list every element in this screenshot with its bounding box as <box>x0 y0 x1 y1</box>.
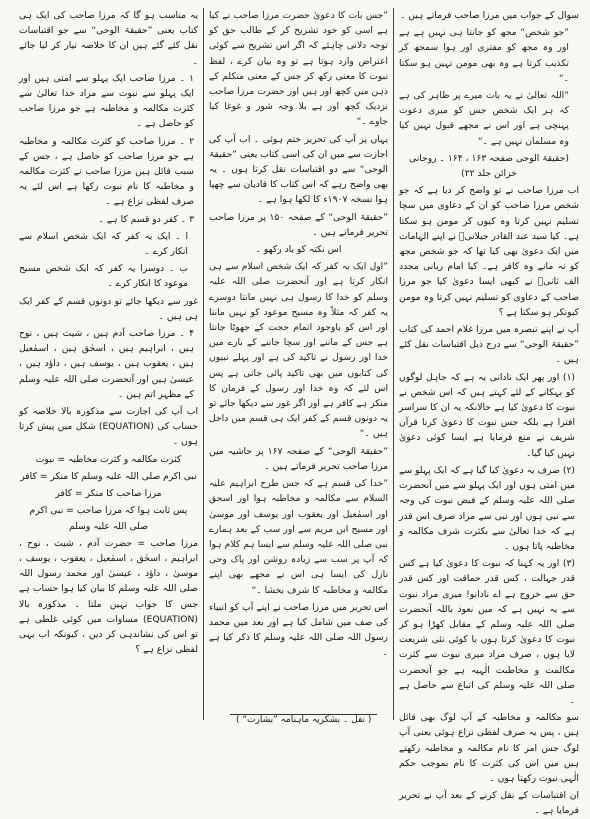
list-item: ۴ ۔ مرزا صاحب آدم ہیں ، شیث ہیں ، نوح ہیں ، ابراہیم ہیں ، اسحٰق ہیں ، اسمٰعیل ہیں ، یعقوب ہیں ، یوسف ہیں ، داؤد ہیں ، عیسیٰ ہیں اور آنحضرت صلی اللہ علیہ وسلم کے مظہر اتم ہیں ۔ <box>19 328 194 400</box>
sub-list-item: ب ۔ دوسرا یہ کفر کہ ایک شخص مسیح موعود کا انکار کرے ۔ <box>19 263 188 290</box>
paragraph: اب آپ کی اجازت سے مذکورہ بالا خلاصہ کو حساب کی (EQUATION) شکل میں پیش کرتا ہوں ۔ <box>19 406 199 448</box>
paragraph: غور سے دیکھا جائے تو دونوں قسم کے کفر ایک ہی ہیں ۔ <box>19 295 198 322</box>
paragraph: مرزا صاحب = حضرت آدم ، شیث ، نوح ، ابراہیم ، اسحٰق ، اسمٰعیل ، یعقوب ، یوسف ، موسیٰ ، داؤد ، عیسیٰ اور محمد رسول اللہ صلی اللہ علیہ وسلم کا بیان کیا ہوا حساب ہے جس کا جواب نہیں ملتا ۔ مذکورہ بالا (EQUATION) مساوات میں کوئی غلطی ہے تو اس کی نشاندہی کر دیں ، کیونکہ اب یہی لفظی نزاع ہے ؟ <box>19 537 198 656</box>
paragraph: اس تحریر میں مرزا صاحب نے اپنے آپ کو انبیاء کی صف میں شامل کیا ہے اور بعد میں محمد رسول اللہ صلی اللہ علیہ وسلم کا ذکر کیا ہے ۔ <box>209 601 388 659</box>
list-item: ۲ ۔ مرزا صاحب کو کثرت مکالمہ و مخاطبہ ہے جو مرزا صاحب کو حاصل ہے ، جس کے سبب قائل ہیں مرزا صاحب نے کثرت مکالمہ و مخاطبہ کا نام نبوت رکھا ہے اس لئے یہ صرف لفظی نزاع ہے ۔ <box>19 135 194 208</box>
equation-line: کثرت مکالمہ و کثرت مخاطبہ = نبوت <box>35 453 182 465</box>
column-left <box>14 8 204 720</box>
column-right <box>394 8 584 817</box>
paragraph: سو مکالمہ و مخاطبہ کے آپ لوگ بھی قائل ہیں ، پس یہ صرف لفظی نزاع ہوئی یعنی آپ لوگ جس امر کا نام مکالمہ و مخاطبہ رکھتے ہیں میں اس کی کثرت کا نام بموجب حکم الٰہی نبوت رکھتا ہوں ۔ <box>399 712 579 784</box>
quoted-paragraph: ”جس بات کا دعویٰ حضرت مرزا صاحب نے کیا ہے اسی کو خود تشریح کر کے طالب حق کو توجہ دلانی چاہئے کہ اگر اس تشریح سے کوئی اعتراض وارد ہوتا ہے تو وہ بیان کرے ، لفظ نبوت کا معنی رکھ کر جس کے معنی متکلم کے ذہن میں کچھ اور ہیں اور حضرت مرزا صاحب نزدیک کچھ اور ہے بلا وجہ شور و غوغا کیا جاوے ۔“ <box>209 10 388 128</box>
list-item: ۳ ۔ کفر دو قسم کا ہے ۔ <box>98 213 194 225</box>
paragraph: سوال کے جواب میں مرزا صاحب فرماتے ہیں ۔ <box>399 10 579 21</box>
quoted-paragraph: ”اول ایک یہ کفر کہ ایک شخص اسلام سے ہی انکار کرتا ہے اور آنحضرت صلی اللہ علیہ وسلم کو خدا کا رسول ہی نہیں مانتا دوسرے یہ کفر کہ مثلاً وہ مسیح موعود کو نہیں مانتا اور اس کو باوجود اتمام حجت کے جھوٹا جانتا ہے جس کے ماننے اور سچا جاننے کے بارے میں خدا اور رسول نے تاکید کی ہے اور پہلے نبیوں کی کتابوں میں بھی تاکید پائی جاتی ہے پس اس لئے کہ وہ خدا اور رسول کے فرمان کا منکر ہے کافر ہے اور اگر غور سے دیکھا جائے تو یہ دونوں قسم کے کفر ایک ہی قسم میں داخل ہیں ۔“ <box>209 261 388 440</box>
paragraph: یہ مناسب ہو گا کہ مرزا صاحب کی ایک ہی کتاب یعنی ”حقیقۃ الوحی“ سے جو اقتباسات نقل کئے گئے ہیں ان کا خلاصہ تیار کر لیا جائے ۔ <box>19 10 198 67</box>
quoted-paragraph: ”جو شخص“ مجھ کو جانتا ہی نہیں ہے ہے اور وہ مجھ کو مفتری اور ہوا سمجھ کر تکذیب کرتا ہے وہ بھی مومن نہیں ہو سکتا ۔“ <box>399 27 569 84</box>
quoted-paragraph: (۳) اور یہ کہنا کہ نبوت کا دعویٰ کیا ہے کس قدر جہالت ، کس قدر حماقت اور کس قدر حق سے خروج ہے اے نادانو! میری مراد نبوت سے یہ نہیں ہے کہ میں نعوذ باللہ آنحضرت صلی اللہ علیہ وسلم کے مقابل کھڑا ہو کر نبوت کا دعویٰ کرتا ہوں یا کوئی نئی شریعت لایا ہوں ، صرف مراد میری نبوت سے کثرت مکالمت و مخاطبت الٰہیہ ہے جو آنحضرت صلی اللہ علیہ وسلم کی اتباع سے حاصل ہے ۔ <box>399 558 575 706</box>
paragraph: آپ نے اپنے تبصرہ میں مرزا غلام احمد کی کتاب ”حقیقۃ الوحی“ سے درج ذیل اقتباسات نقل کئے ہیں ۔ <box>399 324 579 366</box>
list-item: ۱ ۔ مرزا صاحب ایک پہلو سے امتی ہیں اور ایک پہلو سے نبوت سے مراد خدا تعالیٰ سے کثرت مکالمہ و مخاطبہ ہے جو مرزا صاحب کو حاصل ہے ۔ <box>19 72 194 130</box>
column-middle <box>204 8 394 720</box>
paragraph: ان اقتباسات کے نقل کرنے کے بعد آپ نے تحریر فرمایا ہے ۔ <box>399 790 579 817</box>
quoted-paragraph: ”خدا کی قسم ہے کہ جس طرح ابراہیم علیہ السلام سے مکالمہ و مخاطبہ ہوا اور اسحق اور اسمٰعیل اور یعقوب اور یوسف اور موسیٰ اور مسیح ابن مریم سے اور سب کے بعد ہمارے نبی صلی اللہ علیہ وسلم سے ایسا ہم کلام ہوا کہ آپ پر سب سے زیادہ روشن اور پاک وحی نازل کی ایسا ہی اس نے مجھے بھی اپنے مکالمہ و مخاطبہ کا شرف بخشا ۔“ <box>209 478 388 596</box>
equation-line: مرزا صاحب کا منکر = کافر <box>55 488 162 500</box>
reference: (حقیقۃ الوحی صفحہ ۱۶۳ ، ۱۶۴ ۔ روحانی خزائن جلد ۲۲) <box>409 152 569 180</box>
quoted-paragraph: ”اللہ تعالیٰ نے یہ بات میرے پر ظاہر کی ہے کہ ہر ایک شخص جس کو میری دعوت پہنچی ہے اور اس نے مجھے قبول نہیں کیا وہ مسلمان نہیں ہے ۔“ <box>399 90 569 147</box>
quoted-paragraph: (۲) صرف یہ دعویٰ کیا گیا ہے کہ ایک پہلو سے میں امتی ہوں اور ایک پہلو سے میں آنحضرت صلی اللہ علیہ وسلم کے فیض نبوت کی وجہ سے نبی ہوں اور نبی سے مراد صرف اس قدر ہے کہ خدا تعالیٰ سے بکثرت شرف مکالمہ و مخاطبہ پاتا ہوں ۔ <box>399 464 575 552</box>
paragraph: ”حقیقۃ الوحی“ کے صفحہ ۱۶۷ پر حاشیہ میں مرزا صاحب تحریر فرماتے ہیں ۔ <box>209 445 388 472</box>
sub-list-item: ا ۔ ایک یہ کفر کہ ایک شخص اسلام سے انکار کرے ۔ <box>19 230 188 258</box>
paragraph: اس نکتہ کو یاد رکھو ۔ <box>255 244 342 256</box>
quoted-paragraph: (۱) اور پھر ایک نادانی یہ ہے کہ جاہل لوگوں کو بہکانے کے لئے کہتے ہیں کہ اس شخص نے نبوت کا دعویٰ کیا ہے حالانکہ یہ ان کا سراسر افترا ہے بلکہ جس نبوت کا دعویٰ کرنا قرآن شریف نے منع فرمایا ہے ایسا کوئی دعویٰ نہیں کیا گیا۔ <box>399 371 575 459</box>
equation-line: نبی اکرم صلی اللہ علیہ وسلم کا منکر = کافر <box>20 470 197 482</box>
source-credit: ( نقل ۔ بشکریہ ماہنامہ ”بشارت“ ) <box>230 714 377 725</box>
paragraph: اب مرزا صاحب نے تو واضح کر دیا ہے کہ جو شخص مرزا صاحب کو ان کے دعاوی میں سچا تسلیم نہیں کرتا وہ کیوں کر مومن ہو سکتا ہے۔ کیا سید عبد القادر جیلانیؒ نے اپنے الہامات میں ایک دعویٰ بھی کیا تھا کہ جو شخص مجھ کو نہ مانے وہ کافر ہے۔ کیا امام ربانی مجدد الف ثانیؒ نے کبھی ایسا دعویٰ کیا جو مرزا صاحب کے دعاوی کو تسلیم نہیں کرتا وہ مومن کیونکر ہو سکتا ہے ؟ <box>399 185 579 318</box>
three-column-layout <box>6 8 584 817</box>
equation-line: پس ثابت ہوا کہ مرزا صاحب = نبی اکرم صلی اللہ علیہ وسلم <box>29 505 188 532</box>
paragraph: ”حقیقۃ الوحی“ کے صفحہ ۱۵۰ پر مرزا صاحب تحریر فرماتے ہیں ۔ <box>209 211 388 238</box>
paragraph: یہاں پر آپ کی تحریر ختم ہوئی ۔ اب آپ کی اجازت سے میں ان کی اسی کتاب یعنی ”حقیقۃ الوحی“ سے دو اقتباسات نقل کرتا ہوں ۔ یہ بھی واضح رہے کہ اس کتاب کا قادیان سے چھپا ہوا نسخہ ۱۹۰۷ء کا لکھا ہوا ہے ۔ <box>209 133 388 206</box>
